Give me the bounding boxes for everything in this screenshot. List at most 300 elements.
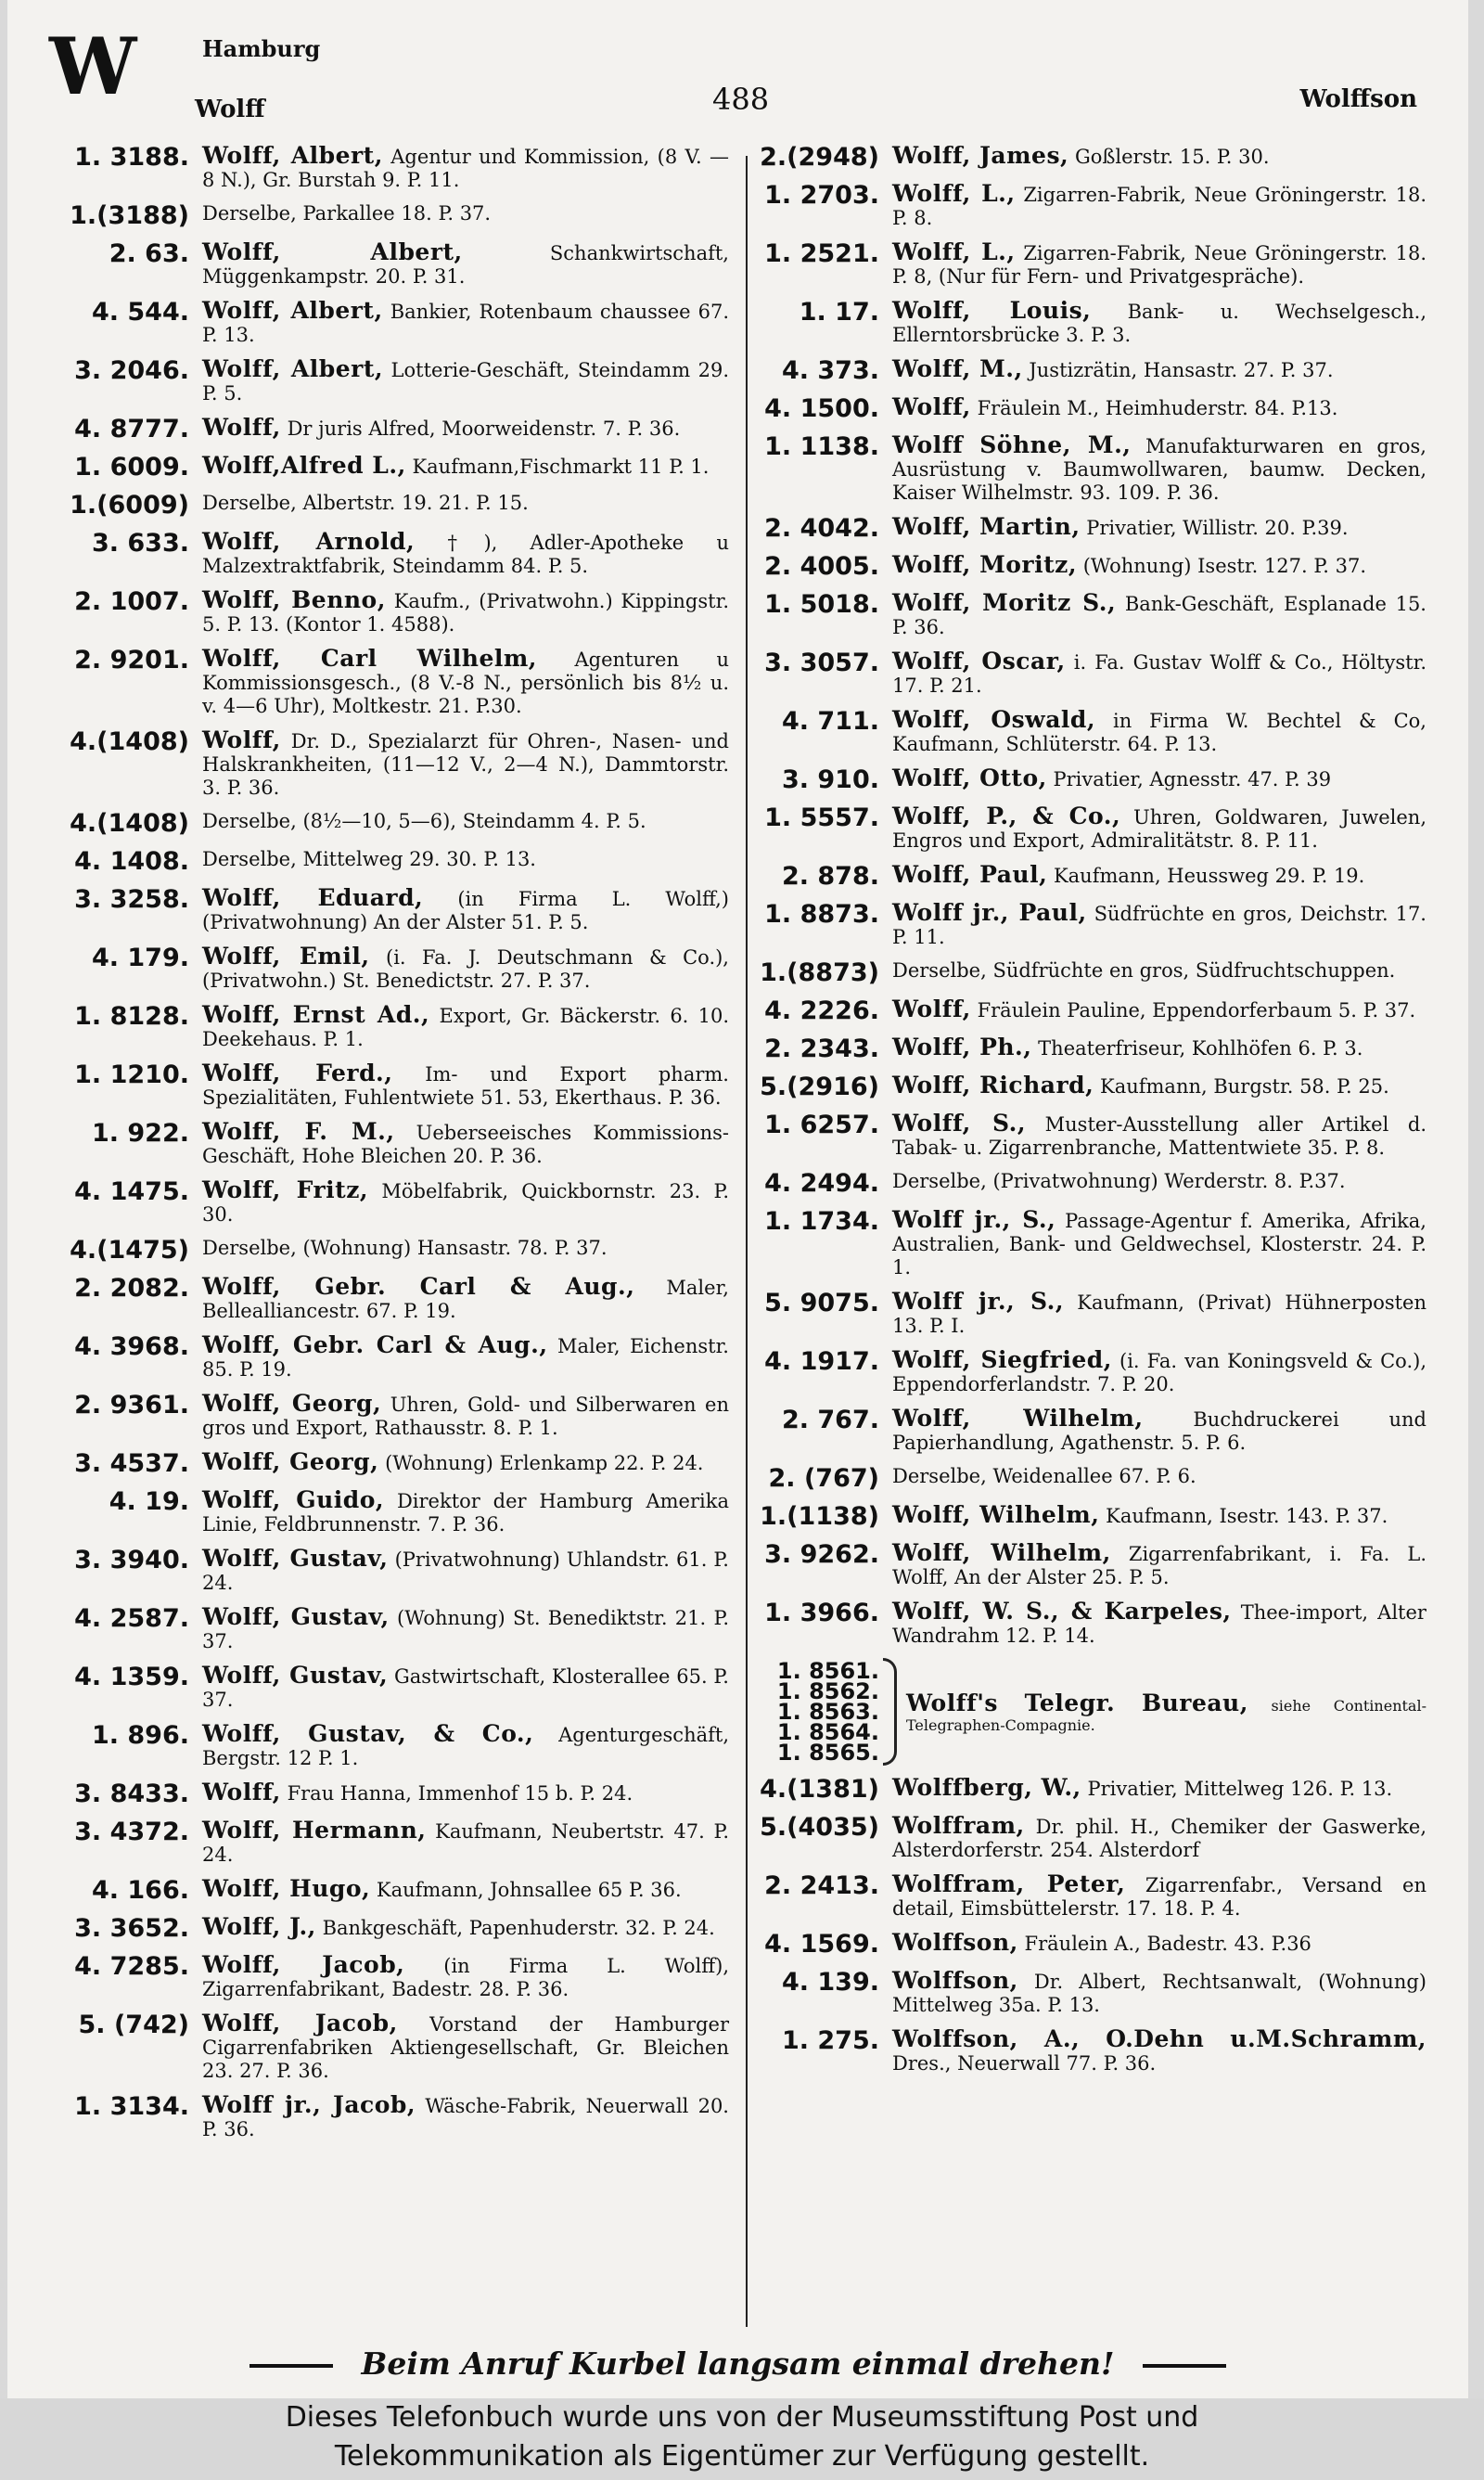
entry-description: Im- und Export pharm. Spezialitäten, Fuhlentwiete 51. 53, Ekerthaus. P. 36. bbox=[202, 1063, 729, 1109]
phone-number: 2. 1007. bbox=[74, 587, 189, 616]
entry-description: (in Firma L. Wolff), Zigarrenfabrikant, Badestr. 28. P. 36. bbox=[202, 1955, 729, 2000]
entry-description: Thee-import, Alter Wandrahm 12. P. 14. bbox=[892, 1601, 1426, 1647]
listing-entry bbox=[759, 1503, 1426, 1531]
listing-entry bbox=[52, 810, 729, 838]
entry-description: Agentur und Kommission, (8 V. —8 N.), Gr. Burstah 9. P. 11. bbox=[202, 146, 729, 191]
phone-number: 2. 4042. bbox=[764, 514, 879, 543]
entry-name: Wolff jr., Paul, bbox=[892, 899, 1087, 926]
entry-text bbox=[892, 1170, 1426, 1193]
entry-description: Manufakturwaren en gros, Ausrüstung v. Baumwollwaren, baumw. Decken, Kaiser Wilhelmstr. 93. 109. P. 36. bbox=[892, 435, 1426, 504]
entry-name: Wolff, Carl Wilhelm, bbox=[202, 645, 537, 672]
entry-description: Derselbe, Parkallee 18. P. 37. bbox=[202, 202, 492, 225]
entry-name: Wolff, Benno, bbox=[202, 586, 386, 613]
listing-entry bbox=[759, 863, 1426, 891]
listing-entry bbox=[52, 416, 729, 443]
entry-text bbox=[892, 299, 1426, 347]
entry-text bbox=[892, 1407, 1426, 1455]
telegraph-text bbox=[906, 1690, 1426, 1734]
entry-description: Derselbe, Albertstr. 19. 21. P. 15. bbox=[202, 492, 529, 514]
entry-description: (Wohnung) Isestr. 127. P. 37. bbox=[1082, 555, 1366, 577]
phone-number: 4. 1500. bbox=[764, 394, 879, 423]
entry-description: Dres., Neuerwall 77. P. 36. bbox=[892, 2052, 1157, 2075]
entry-description: Zigarrenfabrikant, i. Fa. L. Wolff, An der Alster 25. P. 5. bbox=[892, 1543, 1426, 1588]
entry-text bbox=[892, 901, 1426, 949]
entry-description: Möbelfabrik, Quickbornstr. 23. P. 30. bbox=[202, 1180, 729, 1226]
listing-entry bbox=[52, 944, 729, 993]
entry-name: Wolff, Moritz S., bbox=[892, 589, 1117, 616]
phone-number: 1. 5557. bbox=[764, 803, 879, 832]
entry-name: Wolff, bbox=[202, 1779, 281, 1805]
listing-entry bbox=[759, 240, 1426, 289]
entry-name: Wolff, Eduard, bbox=[202, 884, 424, 911]
entry-description: †), Adler-Apotheke u Malzextraktfabrik, Steindamm 84. P. 5. bbox=[202, 532, 729, 577]
listing-entry bbox=[759, 182, 1426, 230]
phone-number: 2. 767. bbox=[781, 1406, 879, 1434]
entry-description: Südfrüchte en gros, Deichstr. 17. P. 11. bbox=[892, 903, 1426, 948]
telegraph-number: 1. 8561. bbox=[776, 1658, 879, 1684]
page-header bbox=[7, 0, 1468, 139]
entry-text bbox=[202, 492, 729, 515]
entry-description: Dr. Albert, Rechtsanwalt, (Wohnung) Mittelweg 35a. P. 13. bbox=[892, 1971, 1426, 2016]
entry-name: Wolff, L., bbox=[892, 238, 1016, 265]
entry-text bbox=[892, 1776, 1426, 1801]
listing-entry bbox=[759, 553, 1426, 581]
entry-text bbox=[892, 1969, 1426, 2017]
listing-entry bbox=[52, 1780, 729, 1808]
entry-description: Export, Gr. Bäckerstr. 6. 10. Deekehaus. P. 1. bbox=[202, 1005, 729, 1050]
entry-description: Goßlerstr. 15. P. 30. bbox=[1074, 146, 1270, 168]
phone-number: 3. 3258. bbox=[74, 885, 189, 914]
phone-number: 3. 3652. bbox=[74, 1914, 189, 1943]
entry-description: Bank-Geschäft, Esplanade 15. P. 36. bbox=[892, 593, 1426, 638]
entry-description: Buchdruckerei und Papierhandlung, Agathenstr. 5. P. 6. bbox=[892, 1408, 1426, 1454]
entry-description: Kaufmann, Isestr. 143. P. 37. bbox=[1106, 1505, 1388, 1527]
entry-description: Dr juris Alfred, Moorweidenstr. 7. P. 36. bbox=[287, 418, 681, 440]
phone-number: 5. 9075. bbox=[764, 1289, 879, 1317]
entry-name: Wolffson, A., O.Dehn u.M.Schramm, bbox=[892, 2025, 1426, 2052]
listing-entry bbox=[52, 530, 729, 578]
entry-text bbox=[202, 357, 729, 405]
phone-number: 4. 139. bbox=[781, 1968, 879, 1997]
entry-name: Wolff's Telegr. Bureau, bbox=[906, 1690, 1248, 1716]
entry-description: Derselbe, Südfrüchte en gros, Südfruchtschuppen. bbox=[892, 959, 1396, 982]
listing-entry bbox=[759, 357, 1426, 385]
phone-number: 1.(1138) bbox=[760, 1502, 879, 1531]
entry-description: Kaufmann,Fischmarkt 11 P. 1. bbox=[412, 456, 710, 478]
entry-name: Wolff, Albert, bbox=[202, 238, 463, 265]
entry-name: Wolff, Oscar, bbox=[892, 648, 1066, 675]
entry-text bbox=[892, 1112, 1426, 1160]
entry-description: Fräulein Pauline, Eppendorferbaum 5. P. 37. bbox=[977, 999, 1416, 1022]
phone-number: 3. 3940. bbox=[74, 1546, 189, 1574]
entry-name: Wolff, bbox=[202, 726, 281, 753]
entry-description: Privatier, Agnesstr. 47. P. 39 bbox=[1053, 768, 1332, 790]
entry-description: Theaterfriseur, Kohlhöfen 6. P. 3. bbox=[1038, 1037, 1363, 1060]
phone-number: 5. (742) bbox=[78, 2011, 189, 2039]
listing-entry bbox=[52, 1178, 729, 1227]
listing-entry bbox=[52, 1003, 729, 1051]
entry-text bbox=[202, 1818, 729, 1867]
phone-number: 1. 2521. bbox=[764, 239, 879, 268]
entry-name: Wolff, Jacob, bbox=[202, 1951, 405, 1978]
entry-text bbox=[202, 144, 729, 192]
phone-number: 5.(2916) bbox=[760, 1073, 879, 1101]
column-divider bbox=[746, 156, 748, 2327]
listing-entry bbox=[52, 848, 729, 876]
phone-number: 4. 179. bbox=[91, 944, 189, 972]
phone-number: 3. 8433. bbox=[74, 1780, 189, 1808]
phone-number: 1.(6009) bbox=[70, 491, 189, 520]
listing-entry bbox=[759, 1969, 1426, 2017]
telegraph-number: 1. 8565. bbox=[776, 1740, 879, 1766]
last-entry-name: Wolffson bbox=[1299, 85, 1417, 113]
entry-text bbox=[202, 1953, 729, 2001]
listing-entry bbox=[52, 647, 729, 718]
entry-name: Wolff, Hugo, bbox=[202, 1875, 371, 1902]
phone-number: 4.(1408) bbox=[70, 727, 189, 756]
phone-number: 1. 8128. bbox=[74, 1002, 189, 1031]
entry-description: Dr. phil. H., Chemiker der Gaswerke, Alsterdorferstr. 254. Alsterdorf bbox=[892, 1816, 1427, 1861]
listing-entry bbox=[759, 1814, 1426, 1862]
entry-name: Wolff, Paul, bbox=[892, 861, 1048, 888]
entry-text bbox=[892, 1814, 1426, 1862]
entry-description: Muster-Ausstellung aller Artikel d. Tabak- u. Zigarrenbranche, Mattentwiete 35. P. 8. bbox=[892, 1113, 1426, 1159]
phone-number: 1. 3134. bbox=[74, 2092, 189, 2121]
listing-entry bbox=[52, 1237, 729, 1265]
entry-text bbox=[202, 2093, 729, 2141]
entry-description: (Privatwohnung) Uhlandstr. 61. P. 24. bbox=[202, 1548, 729, 1594]
entry-description: Gastwirtschaft, Klosterallee 65. P. 37. bbox=[202, 1665, 729, 1711]
phone-number: 1. 8873. bbox=[764, 900, 879, 929]
phone-number: 1. 275. bbox=[781, 2026, 879, 2055]
listing-entry bbox=[52, 1392, 729, 1440]
entry-text bbox=[892, 395, 1426, 420]
entry-description: Lotterie-Geschäft, Steindamm 29. P. 5. bbox=[202, 359, 729, 405]
entry-text bbox=[892, 1600, 1426, 1648]
entry-description: Derselbe, Mittelweg 29. 30. P. 13. bbox=[202, 848, 536, 870]
entry-description: (Wohnung) Erlenkamp 22. P. 24. bbox=[385, 1452, 704, 1474]
phone-number: 4. 1408. bbox=[74, 847, 189, 876]
entry-description: Bank- u. Wechselgesch., Ellerntorsbrücke 3. P. 3. bbox=[892, 301, 1426, 346]
telegraph-number: 1. 8563. bbox=[776, 1699, 879, 1725]
listing-entry bbox=[52, 1120, 729, 1168]
right-rule bbox=[1143, 2364, 1226, 2368]
entry-text bbox=[892, 1503, 1426, 1528]
entry-description: Uhren, Gold- und Silberwaren en gros und Export, Rathausstr. 8. P. 1. bbox=[202, 1394, 729, 1439]
entry-name: Wolff, Wilhelm, bbox=[892, 1501, 1100, 1528]
phone-number: 3. 633. bbox=[91, 529, 189, 558]
entry-name: Wolff Söhne, M., bbox=[892, 431, 1132, 458]
entry-text bbox=[892, 553, 1426, 578]
listing-entry bbox=[759, 1872, 1426, 1921]
entry-text bbox=[202, 1275, 729, 1323]
entry-description: (i. Fa. J. Deutschmann & Co.), (Privatwohn.) St. Benedictstr. 27. P. 37. bbox=[202, 946, 729, 992]
listing-entry bbox=[759, 804, 1426, 853]
entry-text bbox=[202, 240, 729, 289]
listing-entry bbox=[759, 1035, 1426, 1063]
phone-number: 4. 544. bbox=[91, 298, 189, 327]
entry-description: siehe Continental-Telegraphen-Compagnie. bbox=[906, 1697, 1426, 1734]
phone-number: 1. 3188. bbox=[74, 143, 189, 172]
entry-description: Zigarren-Fabrik, Neue Gröningerstr. 18. P. 8, (Nur für Fern- und Privatgespräche). bbox=[892, 242, 1426, 288]
listing-entry bbox=[759, 997, 1426, 1025]
phone-number: 4.(1381) bbox=[760, 1775, 879, 1804]
phone-number: 1. 5018. bbox=[764, 590, 879, 619]
listing-entry bbox=[52, 1547, 729, 1595]
entry-description: Privatier, Willistr. 20. P.39. bbox=[1086, 517, 1349, 539]
left-column bbox=[52, 144, 729, 2152]
entry-name: Wolff, Guido, bbox=[202, 1486, 385, 1513]
entry-text bbox=[892, 766, 1426, 791]
entry-text bbox=[202, 647, 729, 718]
phone-number: 4. 166. bbox=[91, 1876, 189, 1905]
entry-description: Derselbe, Weidenallee 67. P. 6. bbox=[892, 1465, 1196, 1487]
entry-description: Kaufmann, (Privat) Hühnerposten 13. P. I. bbox=[892, 1291, 1427, 1337]
entry-name: Wolff, Ernst Ad., bbox=[202, 1001, 430, 1028]
phone-number: 4.(1408) bbox=[70, 809, 189, 838]
telegraph-number: 1. 8562. bbox=[776, 1678, 879, 1704]
entry-text bbox=[892, 1931, 1426, 1956]
entry-text bbox=[202, 530, 729, 578]
listing-entry bbox=[52, 1450, 729, 1478]
listing-entry bbox=[759, 1170, 1426, 1198]
entry-description: Direktor der Hamburg Amerika Linie, Feldbrunnenstr. 7. P. 36. bbox=[202, 1490, 729, 1536]
entry-text bbox=[202, 848, 729, 871]
credit-line-2: Telekommunikation als Eigentümer zur Verfügung gestellt. bbox=[334, 2440, 1150, 2473]
entry-description: Kaufmann, Heussweg 29. P. 19. bbox=[1053, 865, 1365, 887]
entry-name: Wolff, Moritz, bbox=[892, 551, 1078, 578]
entry-description: Passage-Agentur f. Amerika, Afrika, Australien, Bank- und Geldwechsel, Klosterstr. 24. P. 1. bbox=[892, 1210, 1426, 1279]
entry-name: Wolff, F. M., bbox=[202, 1118, 395, 1145]
entry-description: Zigarrenfabr., Versand en detail, Eimsbüttelerstr. 17. 18. P. 4. bbox=[892, 1874, 1426, 1920]
entry-name: Wolffram, bbox=[892, 1812, 1025, 1839]
phone-number: 4. 3968. bbox=[74, 1332, 189, 1361]
entry-name: Wolff, Gustav, & Co., bbox=[202, 1720, 534, 1747]
entry-text bbox=[202, 202, 729, 225]
entry-description: Derselbe, (Wohnung) Hansastr. 78. P. 37. bbox=[202, 1237, 608, 1259]
listing-entry bbox=[52, 588, 729, 636]
entry-name: Wolff, Ferd., bbox=[202, 1060, 393, 1086]
phone-number: 4. 1569. bbox=[764, 1930, 879, 1959]
entry-name: Wolff, Gebr. Carl & Aug., bbox=[202, 1331, 548, 1358]
listing-entry bbox=[52, 1664, 729, 1712]
entry-name: Wolff, Wilhelm, bbox=[892, 1539, 1111, 1566]
phone-number: 3. 4537. bbox=[74, 1449, 189, 1478]
entry-description: in Firma W. Bechtel & Co, Kaufmann, Schlüterstr. 64. P. 13. bbox=[892, 710, 1426, 755]
first-entry-name: Wolff bbox=[195, 96, 265, 123]
listing-entry bbox=[52, 1877, 729, 1905]
entry-name: Wolff, Oswald, bbox=[892, 706, 1096, 733]
footer-notice bbox=[7, 2345, 1468, 2382]
entry-text bbox=[892, 1541, 1426, 1589]
entry-name: Wolff, James, bbox=[892, 142, 1069, 169]
entry-description: Kaufm., (Privatwohn.) Kippingstr. 5. P. 13. (Kontor 1. 4588). bbox=[202, 590, 729, 636]
entry-name: Wolff, Arnold, bbox=[202, 528, 416, 555]
entry-text bbox=[202, 1488, 729, 1536]
listing-entry bbox=[52, 144, 729, 192]
entry-name: Wolffberg, W., bbox=[892, 1774, 1081, 1801]
entry-name: Wolff, J., bbox=[202, 1913, 316, 1940]
phone-number: 1. 3966. bbox=[764, 1599, 879, 1627]
entry-text bbox=[892, 708, 1426, 756]
listing-entry bbox=[759, 1776, 1426, 1804]
entry-name: Wolffram, Peter, bbox=[892, 1870, 1126, 1897]
phone-number: 4. 373. bbox=[781, 356, 879, 385]
listing-entry bbox=[52, 886, 729, 934]
phone-number: 1. 1138. bbox=[764, 432, 879, 461]
entry-name: Wolff, Georg, bbox=[202, 1448, 379, 1475]
entry-name: Wolff, Ph., bbox=[892, 1034, 1032, 1060]
phone-number: 1. 896. bbox=[91, 1721, 189, 1750]
entry-name: Wolff, Wilhelm, bbox=[892, 1405, 1144, 1432]
entry-text bbox=[892, 1872, 1426, 1921]
phone-number: 5.(4035) bbox=[760, 1813, 879, 1842]
listing-entry bbox=[52, 2011, 729, 2083]
phone-number: 2.(2948) bbox=[760, 143, 879, 172]
entry-name: Wolff, Emil, bbox=[202, 943, 370, 970]
listing-entry bbox=[759, 766, 1426, 794]
phone-number: 2. 4005. bbox=[764, 552, 879, 581]
page-number: 488 bbox=[712, 82, 770, 117]
listing-entry bbox=[759, 649, 1426, 698]
listing-entry bbox=[52, 454, 729, 482]
listing-entry bbox=[52, 1488, 729, 1536]
entry-description: Maler, Bellealliancestr. 67. P. 19. bbox=[202, 1277, 729, 1322]
entry-text bbox=[202, 1915, 729, 1940]
listing-entry bbox=[759, 959, 1426, 987]
entry-name: Wolff jr., Jacob, bbox=[202, 2091, 416, 2118]
entry-description: Agenturen u Kommissionsgesch., (8 V.-8 N., persönlich bis 8½ u. v. 4—6 Uhr), Moltkestr. 21. P.30. bbox=[202, 649, 729, 717]
phone-number: 2. 878. bbox=[781, 862, 879, 891]
entry-text bbox=[202, 1547, 729, 1595]
entry-text bbox=[202, 1664, 729, 1712]
listing-entry bbox=[759, 1112, 1426, 1160]
phone-number: 4. 1359. bbox=[74, 1663, 189, 1691]
entry-text bbox=[202, 728, 729, 800]
listing-entry bbox=[759, 901, 1426, 949]
entry-description: Derselbe, (8½—10, 5—6), Steindamm 4. P. 5. bbox=[202, 810, 646, 832]
entry-description: Kaufmann, Burgstr. 58. P. 25. bbox=[1100, 1075, 1389, 1098]
entry-name: Wolff, Gustav, bbox=[202, 1545, 389, 1572]
entry-name: Wolff, bbox=[202, 414, 281, 441]
entry-text bbox=[202, 2011, 729, 2083]
entry-name: Wolff, Richard, bbox=[892, 1072, 1094, 1099]
listing-entry bbox=[759, 515, 1426, 543]
entry-name: Wolff, P., & Co., bbox=[892, 803, 1121, 829]
entry-text bbox=[892, 1073, 1426, 1099]
notice-text: Beim Anruf Kurbel langsam einmal drehen! bbox=[361, 2345, 1115, 2382]
entry-text bbox=[202, 1877, 729, 1902]
entry-text bbox=[892, 240, 1426, 289]
entry-description: Derselbe, (Privatwohnung) Werderstr. 8. P.37. bbox=[892, 1170, 1346, 1192]
entry-name: Wolff, Albert, bbox=[202, 142, 383, 169]
entry-text bbox=[202, 454, 729, 479]
phone-number: 1.(8873) bbox=[760, 958, 879, 987]
entry-name: Wolff, S., bbox=[892, 1110, 1027, 1137]
listing-entry bbox=[52, 728, 729, 800]
listing-entry bbox=[52, 1605, 729, 1653]
entry-description: Fräulein A., Badestr. 43. P.36 bbox=[1024, 1933, 1311, 1955]
telegraph-numbers bbox=[759, 1658, 883, 1766]
phone-number: 3. 910. bbox=[781, 765, 879, 794]
entry-name: Wolff, Otto, bbox=[892, 765, 1047, 791]
phone-number: 3. 9262. bbox=[764, 1540, 879, 1569]
entry-description: Bankier, Rotenbaum chaussee 67. P. 13. bbox=[202, 301, 729, 346]
entry-text bbox=[202, 1722, 729, 1770]
entry-description: i. Fa. Gustav Wolff & Co., Höltystr. 17. P. 21. bbox=[892, 651, 1426, 697]
left-rule bbox=[249, 2364, 333, 2368]
listing-entry bbox=[52, 1275, 729, 1323]
phone-number: 1. 922. bbox=[91, 1119, 189, 1148]
entry-description: Maler, Eichenstr. 85. P. 19. bbox=[202, 1335, 729, 1381]
entry-name: Wolff, Gustav, bbox=[202, 1603, 390, 1630]
entry-text bbox=[202, 1061, 729, 1110]
city-heading: Hamburg bbox=[202, 35, 321, 62]
entry-name: Wolff, M., bbox=[892, 355, 1023, 382]
phone-number: 4. 2587. bbox=[74, 1604, 189, 1633]
entry-text bbox=[202, 810, 729, 833]
listing-entry bbox=[52, 240, 729, 289]
phone-number: 1.(3188) bbox=[70, 201, 189, 230]
listing-entry bbox=[759, 299, 1426, 347]
entry-text bbox=[892, 182, 1426, 230]
phone-number: 3. 3057. bbox=[764, 649, 879, 677]
entry-text bbox=[202, 1780, 729, 1805]
listing-entry bbox=[759, 708, 1426, 756]
entry-name: Wolff jr., S., bbox=[892, 1206, 1056, 1233]
phone-number: 2. (767) bbox=[768, 1464, 879, 1493]
entry-description: Kaufmann, Johnsallee 65 P. 36. bbox=[376, 1879, 682, 1901]
entry-name: Wolff, Gustav, bbox=[202, 1662, 389, 1689]
entry-text bbox=[892, 1465, 1426, 1488]
section-letter: W bbox=[49, 20, 132, 112]
phone-number: 3. 4372. bbox=[74, 1818, 189, 1846]
entry-name: Wolff, bbox=[892, 393, 971, 420]
entry-name: Wolff, Jacob, bbox=[202, 2010, 398, 2037]
entry-name: Wolff, Albert, bbox=[202, 355, 384, 382]
entry-name: Wolff,Alfred L., bbox=[202, 452, 406, 479]
phone-number: 4. 7285. bbox=[74, 1952, 189, 1981]
entry-name: Wolff, Hermann, bbox=[202, 1817, 427, 1844]
entry-name: Wolff, W. S., & Karpeles, bbox=[892, 1598, 1232, 1625]
entry-text bbox=[892, 997, 1426, 1022]
phone-number: 2. 2343. bbox=[764, 1034, 879, 1063]
entry-description: Privatier, Mittelweg 126. P. 13. bbox=[1087, 1778, 1393, 1800]
listing-entry bbox=[759, 1290, 1426, 1338]
listing-entry bbox=[759, 1348, 1426, 1396]
entry-text bbox=[892, 804, 1426, 853]
entry-name: Wolff, L., bbox=[892, 180, 1016, 207]
entry-text bbox=[892, 591, 1426, 639]
entry-name: Wolff, Siegfried, bbox=[892, 1346, 1112, 1373]
entry-text bbox=[892, 959, 1426, 983]
phone-number: 4. 2226. bbox=[764, 996, 879, 1025]
entry-description: Wäsche-Fabrik, Neuerwall 20. P. 36. bbox=[202, 2095, 729, 2140]
credit-line-1: Dieses Telefonbuch wurde uns von der Museumsstiftung Post und bbox=[285, 2401, 1199, 2434]
listing-entry bbox=[759, 1465, 1426, 1493]
entry-text bbox=[892, 1348, 1426, 1396]
credit-banner bbox=[0, 2398, 1484, 2480]
entry-text bbox=[892, 515, 1426, 540]
listing-entry bbox=[759, 433, 1426, 505]
entry-text bbox=[202, 299, 729, 347]
entry-description: Kaufmann, Neubertstr. 47. P. 24. bbox=[202, 1820, 729, 1866]
listing-entry bbox=[759, 1931, 1426, 1959]
entry-description: Frau Hanna, Immenhof 15 b. P. 24. bbox=[287, 1782, 633, 1805]
entry-text bbox=[892, 433, 1426, 505]
phone-number: 2. 2082. bbox=[74, 1274, 189, 1303]
entry-description: (i. Fa. van Koningsveld & Co.), Eppendorferlandstr. 7. P. 20. bbox=[892, 1350, 1426, 1395]
